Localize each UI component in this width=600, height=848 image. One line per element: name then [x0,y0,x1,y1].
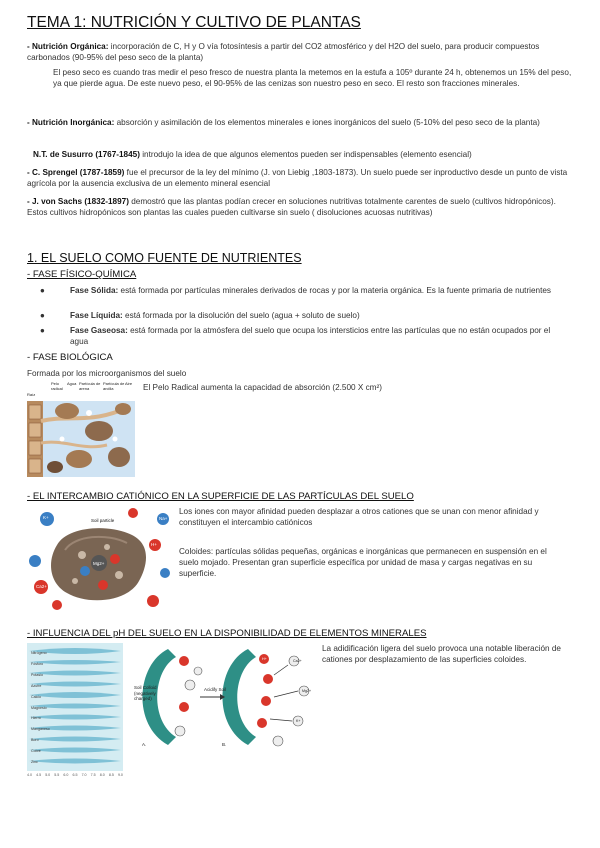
susurro-label: N.T. de Susurro (1767-1845) [33,150,140,159]
acidify-label: Acidify Soil [204,687,227,692]
ion-ph-k: K+ [296,719,301,723]
intercambio-heading: - EL INTERCAMBIO CATIÓNICO EN LA SUPERFICIE DE LAS PARTÍCULAS DEL SUELO [27,491,414,502]
panel-a-label: A. [142,742,147,747]
organica-text: incorporación de C, H y O vía fotosíntesis a partir del CO2 atmosférico y del H2O del suelo, para producir compuestos carbonados (90-95% del peso seco de la planta) [27,42,540,62]
fase-solida-text: está formada por partículas minerales derivados de rocas y por la materia orgánica. Es la fuente primaria de nutrientes [118,286,552,295]
bullet-icon: ● [40,311,45,320]
element-label: Potasio [31,672,43,677]
fase-solida-label: Fase Sólida: [70,286,119,295]
ph-tick: 5.0 [45,773,51,777]
soil-particle-label: Soil particle [91,518,115,523]
ph-axis [27,773,123,777]
cation-exchange-figure [27,505,177,615]
page-title: TEMA 1: NUTRICIÓN Y CULTIVO DE PLANTAS [27,14,361,31]
panel-b-label: B. [222,742,227,747]
element-label: Fósforo [31,661,44,666]
ph-availability-chart [27,643,123,787]
element-label: Zinc [31,760,38,765]
pelo-radical-text: El Pelo Radical aumenta la capacidad de absorción (2.500 X cm²) [143,383,382,392]
ion-k: K+ [43,515,49,520]
element-label: Boro [31,738,39,743]
sprengel-paragraph [27,167,575,189]
ion-ph-ca: Ca2+ [293,659,302,663]
ph-tick: 6.0 [63,773,69,777]
soil-root-hair-figure [27,381,135,477]
ph-tick: 4.5 [36,773,42,777]
soil-label-agua: Agua [67,381,77,386]
colloid-label: Soil Colloid (negatively charged) [134,685,157,701]
ph-tick: 5.5 [54,773,60,777]
susurro-paragraph [33,149,581,160]
ph-tick: 8.5 [108,773,114,777]
bullet-fase-solida [40,285,553,296]
nutricion-inorganica [27,117,575,128]
bullet-fase-liquida [40,310,553,321]
ion-ph-mg: Mg2+ [302,689,312,693]
element-list [31,648,50,768]
element-label: Magnesio [31,705,47,710]
ion-h: H+ [151,542,157,547]
inorganica-label: - Nutrición Inorgánica: [27,118,115,127]
ion-ca: Ca2+ [36,584,47,589]
ph-tick: 7.5 [90,773,96,777]
peso-seco-paragraph: El peso seco es cuando tras medir el peso fresco de nuestra planta la metemos en la estufa a 105º durante 24 h, obtenemos un 15% del peso, ya que pierde agua. De este nuevo peso, el 90-95% de las cenizas son nuestro peso en seco. El resto son fracciones minerales. [53,68,572,88]
sachs-text: demostró que las plantas podían crecer en soluciones nutritivas totalmente carentes de suelo (cultivos hidropónicos). Estos cultivos hidropónicos son plantas las cuales pueden cultivarse sin suelo ( disoluciones acuosas nutritivas) [27,197,556,217]
element-label: Hierro [31,716,41,721]
soil-label-arcilla: Partícula de arcilla [103,381,125,391]
soil-label-raiz: Raíz [27,392,36,397]
colloid-acidify-figure [128,645,320,750]
soil-label-aire: Aire [125,381,133,386]
fase-biologica-heading: - FASE BIOLÓGICA [27,352,113,363]
sachs-paragraph [27,196,575,218]
ion-na: Na+ [159,516,168,521]
element-label: Manganeso [31,727,50,732]
sprengel-text: fue el precursor de la ley del mínimo (J. von Liebig ,1803-1873). Un suelo puede ser inproductivo desde un punto de vista agrícola por la ausencia exclusiva de un elemento mineral esencial [27,168,568,188]
ph-tick: 7.0 [81,773,87,777]
soil-label-arena: Partícula de arena [79,381,101,391]
susurro-text: introdujo la idea de que algunos elementos pueden ser indispensables (elemento esencial) [139,150,472,159]
fase-liquida-label: Fase Líquida: [70,311,123,320]
fase-fisico-quimica-heading: - FASE FÍSICO-QUÍMICA [27,269,137,280]
coloides-text: Coloides: partículas sólidas pequeñas, orgánicas e inorgánicas que permanecen en suspensión en el suelo mojado. Presentan gran superficie específica por unidad de masa y cargas negativas en su superficie. [179,547,547,578]
bullet-icon: ● [40,326,45,335]
element-label: Azufre [31,683,42,688]
bullet-icon: ● [40,286,45,295]
intercambio-text: Los iones con mayor afinidad pueden desplazar a otros cationes que se unan con menor afinidad y constituyen el intercambio catiónicos [179,507,539,527]
ion-mg: Mg2+ [93,561,105,566]
organica-label: - Nutrición Orgánica: [27,42,109,51]
ph-heading: - INFLUENCIA DEL pH DEL SUELO EN LA DISPONIBILIDAD DE ELEMENTOS MINERALES [27,628,427,639]
soil-label-pelo: Pelo radical [51,381,63,391]
element-label: Nitrógeno [31,651,47,655]
ph-tick: 8.0 [99,773,105,777]
ph-text: La adidificación ligera del suelo provoca una notable liberación de cationes por desplazamiento de las superficies coloides. [322,644,561,664]
biologica-text: Formada por los microorganismos del suelo [27,369,187,378]
sachs-label: - J. von Sachs (1832-1897) [27,197,129,206]
ph-tick: 4.0 [27,773,32,777]
ph-tick: 6.5 [72,773,78,777]
element-label: Cobre [31,749,41,754]
inorganica-text: absorción y asimilación de los elementos minerales e iones inorgánicos del suelo (5-10% del peso seco de la planta) [114,118,540,127]
fase-liquida-text: está formada por la disolución del suelo (agua + soluto de suelo) [122,311,360,320]
element-label: Calcio [31,694,41,699]
fase-gaseosa-text: está formada por la atmósfera del suelo que ocupa los intersticios entre las partículas que no están ocupados por el agua [70,326,551,346]
nutricion-organica [27,41,575,63]
ion-ph-h: H+ [262,657,267,661]
sprengel-label: - C. Sprengel (1787-1859) [27,168,125,177]
section-heading-suelo: 1. EL SUELO COMO FUENTE DE NUTRIENTES [27,251,302,265]
fase-gaseosa-label: Fase Gaseosa: [70,326,128,335]
ph-tick: 9.0 [117,773,123,777]
bullet-fase-gaseosa [40,325,553,347]
